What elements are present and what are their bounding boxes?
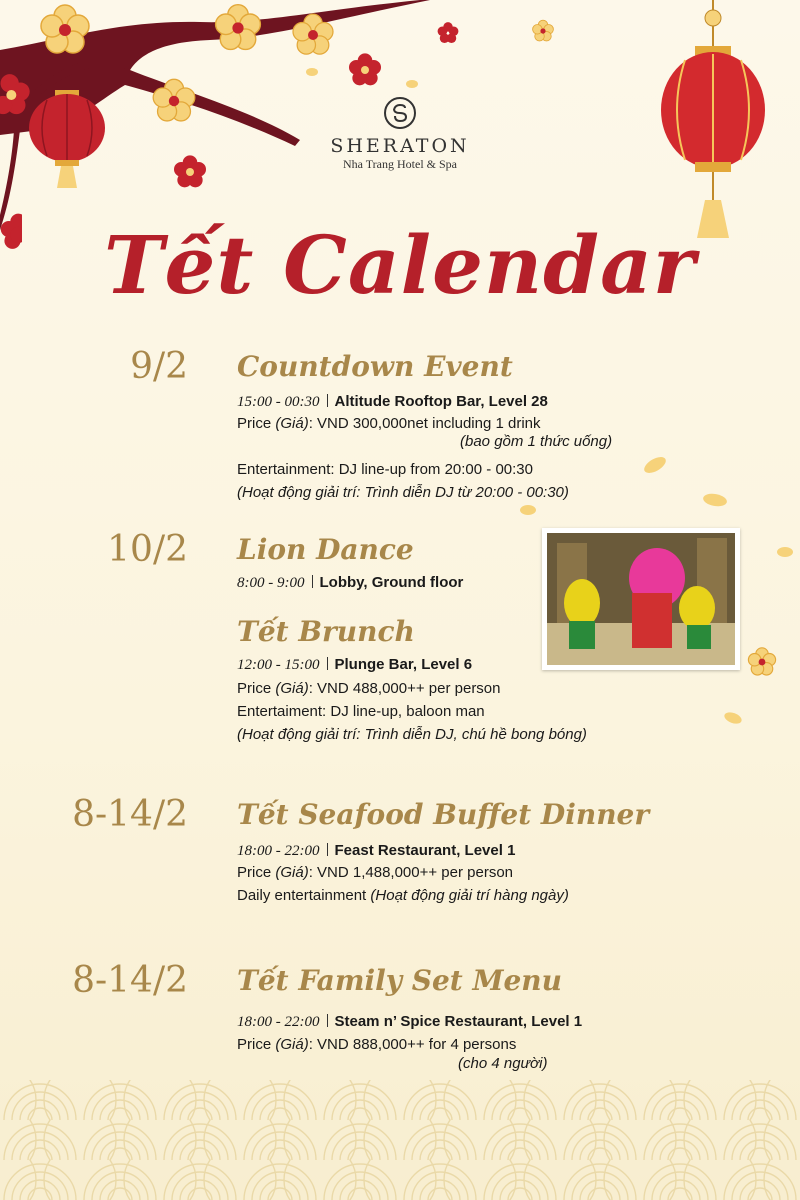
brand-name: SHERATON (330, 135, 470, 157)
price-value: : VND 1,488,000++ per person (308, 864, 514, 881)
brand-subtitle: Nha Trang Hotel & Spa (343, 157, 457, 171)
page-title: Tết Calendar (103, 218, 697, 312)
event-time: 12:00 - 15:00 (237, 657, 320, 673)
price-label: Price (237, 680, 272, 697)
price-label-vi: (Giá) (275, 415, 309, 432)
event-entertainment: Entertaiment: DJ line-up, baloon man (237, 703, 485, 720)
price-label: Price (237, 1036, 272, 1053)
price-label: Price (237, 415, 272, 432)
price-note: (bao gồm 1 thức uống) (460, 433, 613, 450)
event-venue: Lobby, Ground floor (319, 574, 464, 591)
price-note: (cho 4 người) (458, 1055, 548, 1072)
event-time: 18:00 - 22:00 (237, 1014, 320, 1030)
date-family: 8-14/2 (72, 960, 188, 1001)
event-venue: Altitude Rooftop Bar, Level 28 (334, 393, 548, 410)
event-entertainment-vi: (Hoạt động giải trí: Trình diễn DJ từ 20:00 - 00:30) (237, 484, 569, 501)
event-title-brunch: Tết Brunch (237, 615, 415, 648)
event-entertainment: Entertainment: DJ line-up from 20:00 - 00:30 (237, 461, 533, 478)
price-label-vi: (Giá) (275, 864, 309, 881)
event-time: 15:00 - 00:30 (237, 394, 320, 410)
event-title-family: Tết Family Set Menu (237, 964, 562, 997)
date-lion: 10/2 (107, 529, 188, 570)
event-entertainment-vi: (Hoạt động giải trí: Trình diễn DJ, chú hề bong bóng) (237, 726, 587, 743)
event-venue: Feast Restaurant, Level 1 (334, 842, 516, 859)
event-venue: Steam n’ Spice Restaurant, Level 1 (334, 1013, 583, 1030)
event-venue: Plunge Bar, Level 6 (334, 656, 473, 673)
event-time: 8:00 - 9:00 (237, 575, 305, 591)
entertainment-text-vi: (Hoạt động giải trí hàng ngày) (370, 887, 569, 904)
price-label-vi: (Giá) (275, 1036, 309, 1053)
price-value: : VND 300,000net including 1 drink (308, 415, 541, 432)
wave-pattern (0, 1080, 800, 1200)
event-time: 18:00 - 22:00 (237, 843, 320, 859)
event-title-lion: Lion Dance (237, 533, 414, 566)
price-value: : VND 888,000++ for 4 persons (308, 1036, 517, 1053)
price-label: Price (237, 864, 272, 881)
price-value: : VND 488,000++ per person (308, 680, 501, 697)
entertainment-text: Daily entertainment (237, 887, 371, 904)
date-seafood: 8-14/2 (72, 794, 188, 835)
price-label-vi: (Giá) (275, 680, 309, 697)
event-title-countdown: Countdown Event (237, 350, 513, 383)
date-countdown: 9/2 (130, 346, 188, 387)
event-title-seafood: Tết Seafood Buffet Dinner (237, 798, 650, 831)
